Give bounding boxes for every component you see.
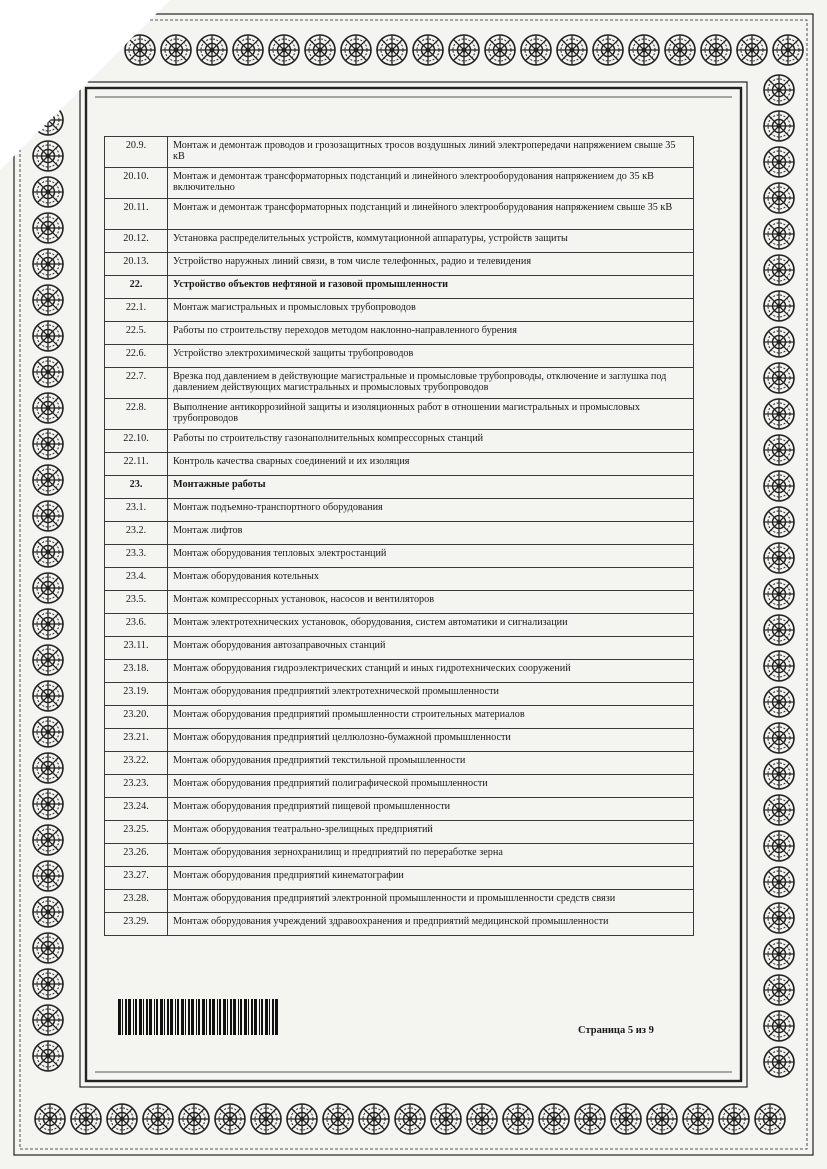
row-description: Монтаж подъемно-транспортного оборудования: [168, 499, 694, 522]
page-current: 5: [627, 1025, 634, 1036]
row-number: 22.7.: [105, 368, 168, 399]
row-number: 23.25.: [105, 821, 168, 844]
row-number: 23.29.: [105, 913, 168, 936]
table-row: [105, 399, 694, 430]
row-number: 23.6.: [105, 614, 168, 637]
row-number: 22.: [105, 276, 168, 299]
row-number: 22.10.: [105, 430, 168, 453]
row-description: Выполнение антикоррозийной защиты и изоляционных работ в отношении магистральных и промысловых трубопроводов: [168, 399, 694, 430]
row-description: Монтаж оборудования котельных: [168, 568, 694, 591]
table-row: [105, 798, 694, 821]
row-number: 23.23.: [105, 775, 168, 798]
row-description: Работы по строительству газонаполнительных компрессорных станций: [168, 430, 694, 453]
table-row: [105, 299, 694, 322]
table-row: [105, 522, 694, 545]
row-description: Монтаж оборудования гидроэлектрических станций и иных гидротехнических сооружений: [168, 660, 694, 683]
row-description: Врезка под давлением в действующие магистральные и промысловые трубопроводы, отключение и заглушка под давлением действующих магистральных и промысловых трубопроводов: [168, 368, 694, 399]
row-number: 22.1.: [105, 299, 168, 322]
table-row: [105, 199, 694, 230]
row-number: 23.5.: [105, 591, 168, 614]
row-description: Монтаж лифтов: [168, 522, 694, 545]
work-types-table: [104, 136, 694, 936]
row-description: Монтажные работы: [168, 476, 694, 499]
table-row: [105, 430, 694, 453]
row-number: 23.2.: [105, 522, 168, 545]
row-number: 20.10.: [105, 168, 168, 199]
table-row: [105, 660, 694, 683]
table-row: [105, 453, 694, 476]
row-number: 23.4.: [105, 568, 168, 591]
row-description: Монтаж оборудования автозаправочных станций: [168, 637, 694, 660]
row-description: Монтаж электротехнических установок, оборудования, систем автоматики и сигнализации: [168, 614, 694, 637]
row-number: 23.18.: [105, 660, 168, 683]
row-description: Монтаж оборудования предприятий электронной промышленности и промышленности средств связи: [168, 890, 694, 913]
row-number: 23.3.: [105, 545, 168, 568]
row-description: Установка распределительных устройств, коммутационной аппаратуры, устройств защиты: [168, 230, 694, 253]
row-description: Монтаж оборудования предприятий электротехнической промышленности: [168, 683, 694, 706]
table-row: [105, 545, 694, 568]
row-description: Монтаж оборудования театрально-зрелищных предприятий: [168, 821, 694, 844]
table-row: [105, 706, 694, 729]
row-description: Монтаж оборудования предприятий целлюлозно-бумажной промышленности: [168, 729, 694, 752]
table-row: [105, 137, 694, 168]
page-of: из: [635, 1025, 647, 1036]
table-row: [105, 276, 694, 299]
table-row: [105, 568, 694, 591]
page-number: [578, 1025, 654, 1036]
row-number: 23.26.: [105, 844, 168, 867]
row-number: 23.28.: [105, 890, 168, 913]
table-row: [105, 844, 694, 867]
row-description: Устройство электрохимической защиты трубопроводов: [168, 345, 694, 368]
row-number: 20.13.: [105, 253, 168, 276]
row-number: 22.5.: [105, 322, 168, 345]
row-description: Монтаж оборудования тепловых электростанций: [168, 545, 694, 568]
row-number: 23.1.: [105, 499, 168, 522]
row-number: 23.22.: [105, 752, 168, 775]
table-row: [105, 345, 694, 368]
row-description: Монтаж оборудования предприятий пищевой промышленности: [168, 798, 694, 821]
table-row: [105, 821, 694, 844]
table-row: [105, 637, 694, 660]
table-row: [105, 913, 694, 936]
table-row: [105, 499, 694, 522]
table-row: [105, 729, 694, 752]
row-number: 20.12.: [105, 230, 168, 253]
row-description: Монтаж компрессорных установок, насосов и вентиляторов: [168, 591, 694, 614]
barcode: [118, 999, 282, 1035]
row-number: 23.: [105, 476, 168, 499]
table-row: [105, 476, 694, 499]
row-number: 23.27.: [105, 867, 168, 890]
row-number: 22.11.: [105, 453, 168, 476]
table-row: [105, 867, 694, 890]
table-row: [105, 368, 694, 399]
row-description: Монтаж оборудования учреждений здравоохранения и предприятий медицинской промышленности: [168, 913, 694, 936]
row-description: Монтаж оборудования зернохранилищ и предприятий по переработке зерна: [168, 844, 694, 867]
table-row: [105, 168, 694, 199]
row-description: Монтаж оборудования предприятий текстильной промышленности: [168, 752, 694, 775]
row-description: Монтаж и демонтаж трансформаторных подстанций и линейного электрооборудования напряжением свыше 35 кВ: [168, 199, 694, 230]
row-number: 20.11.: [105, 199, 168, 230]
table-row: [105, 775, 694, 798]
page-total: 9: [648, 1025, 654, 1036]
row-number: 23.24.: [105, 798, 168, 821]
page-label: Страница: [578, 1025, 626, 1036]
table-row: [105, 752, 694, 775]
row-number: 23.20.: [105, 706, 168, 729]
table-row: [105, 890, 694, 913]
row-number: 23.11.: [105, 637, 168, 660]
row-description: Монтаж оборудования предприятий промышленности строительных материалов: [168, 706, 694, 729]
row-number: 23.19.: [105, 683, 168, 706]
table-row: [105, 683, 694, 706]
row-description: Контроль качества сварных соединений и их изоляция: [168, 453, 694, 476]
table-row: [105, 591, 694, 614]
row-description: Монтаж оборудования предприятий кинематографии: [168, 867, 694, 890]
row-description: Устройство объектов нефтяной и газовой промышленности: [168, 276, 694, 299]
row-description: Монтаж оборудования предприятий полиграфической промышленности: [168, 775, 694, 798]
table-row: [105, 253, 694, 276]
table-row: [105, 230, 694, 253]
row-description: Монтаж магистральных и промысловых трубопроводов: [168, 299, 694, 322]
row-number: 22.6.: [105, 345, 168, 368]
row-description: Монтаж и демонтаж проводов и грозозащитных тросов воздушных линий электропередачи напряжением свыше 35 кВ: [168, 137, 694, 168]
row-description: Работы по строительству переходов методом наклонно-направленного бурения: [168, 322, 694, 345]
table-row: [105, 322, 694, 345]
row-description: Устройство наружных линий связи, в том числе телефонных, радио и телевидения: [168, 253, 694, 276]
row-number: 20.9.: [105, 137, 168, 168]
row-description: Монтаж и демонтаж трансформаторных подстанций и линейного электрооборудования напряжением до 35 кВ включительно: [168, 168, 694, 199]
row-number: 22.8.: [105, 399, 168, 430]
table-row: [105, 614, 694, 637]
row-number: 23.21.: [105, 729, 168, 752]
